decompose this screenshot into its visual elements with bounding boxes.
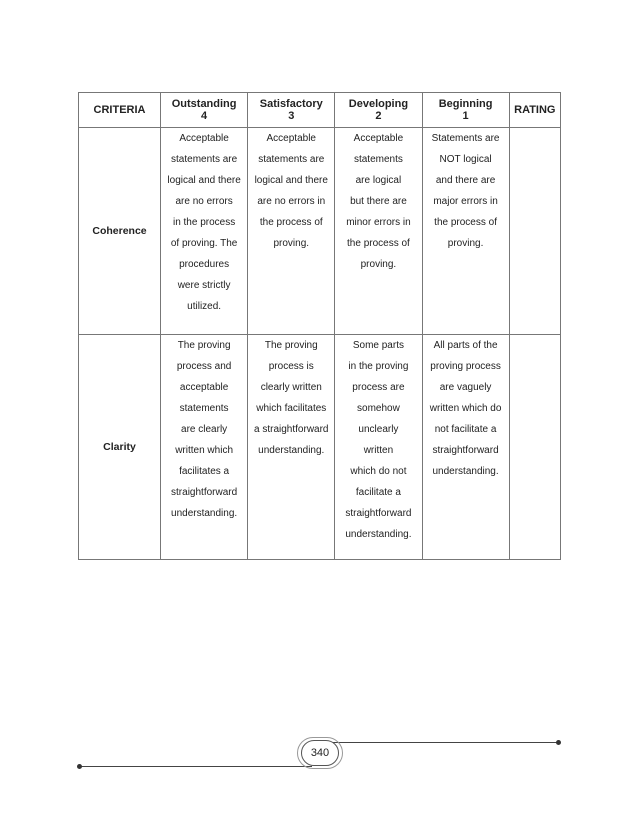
- level-header-beginning: [422, 93, 509, 128]
- descriptor-line: process and: [176, 361, 232, 372]
- descriptor-line: facilitates a: [179, 466, 230, 477]
- descriptor-line: are logical: [355, 175, 402, 186]
- descriptor-line: Acceptable: [353, 133, 404, 144]
- header-row: [79, 93, 561, 128]
- descriptor-line: statements are: [258, 154, 325, 165]
- level-score: 3: [288, 110, 295, 122]
- descriptor-line: somehow: [357, 403, 400, 414]
- page-number: 340: [301, 740, 339, 766]
- descriptor-line: statements: [179, 403, 229, 414]
- descriptor-line: minor errors in: [346, 217, 411, 228]
- descriptor-line: acceptable: [179, 382, 229, 393]
- rating-cell[interactable]: [509, 335, 560, 560]
- footer-rule-upper: [330, 742, 558, 743]
- descriptor-cell: [248, 128, 335, 335]
- descriptor-line: which do not: [350, 466, 407, 477]
- descriptor-line: a straightforward: [254, 424, 329, 435]
- descriptor-cell: [335, 128, 422, 335]
- level-score: 2: [375, 110, 382, 122]
- descriptor-cell: [335, 335, 422, 560]
- criteria-header: CRITERIA: [79, 93, 161, 128]
- descriptor-line: straightforward: [345, 508, 412, 519]
- descriptor-line: the process of: [259, 217, 323, 228]
- descriptor-line: NOT logical: [439, 154, 492, 165]
- descriptor-line: the process of: [434, 217, 497, 228]
- descriptor-line: unclearly: [358, 424, 399, 435]
- descriptor-cell: [161, 128, 248, 335]
- descriptor-line: major errors in: [433, 196, 498, 207]
- descriptor-line: are clearly: [181, 424, 228, 435]
- level-name: Beginning: [438, 98, 493, 110]
- descriptor-line: straightforward: [432, 445, 499, 456]
- descriptor-line: statements: [353, 154, 403, 165]
- descriptor-line: The proving: [177, 340, 231, 351]
- descriptor-line: proving.: [447, 238, 484, 249]
- rating-header: RATING: [509, 93, 560, 128]
- descriptor-line: Acceptable: [179, 133, 229, 144]
- descriptor-line: in the process: [172, 217, 236, 228]
- footer-rule-lower: [80, 766, 312, 767]
- descriptor-line: understanding.: [171, 508, 238, 519]
- descriptor-line: in the proving: [348, 361, 409, 372]
- footer-dot-right: [556, 740, 561, 745]
- descriptor-line: are no errors: [175, 196, 233, 207]
- level-score: 1: [462, 110, 469, 122]
- descriptor-line: written which do: [429, 403, 502, 414]
- descriptor-line: process are: [352, 382, 405, 393]
- level-header-satisfactory: [248, 93, 335, 128]
- descriptor-line: Some parts: [352, 340, 404, 351]
- descriptor-line: understanding.: [258, 445, 325, 456]
- rating-cell[interactable]: [509, 128, 560, 335]
- descriptor-line: and there are: [435, 175, 496, 186]
- descriptor-line: not facilitate a: [434, 424, 497, 435]
- descriptor-cell: [248, 335, 335, 560]
- criterion-row-clarity: [79, 335, 561, 560]
- descriptor-line: of proving. The: [170, 238, 238, 249]
- descriptor-line: which facilitates: [256, 403, 327, 414]
- descriptor-line: procedures: [179, 259, 230, 270]
- descriptor-line: are vaguely: [439, 382, 492, 393]
- descriptor-line: process is: [268, 361, 314, 372]
- descriptor-line: statements are: [171, 154, 238, 165]
- descriptor-line: Statements are: [431, 133, 500, 144]
- descriptor-line: clearly written: [260, 382, 322, 393]
- descriptor-line: Acceptable: [266, 133, 316, 144]
- level-name: Satisfactory: [259, 98, 323, 110]
- criterion-row-coherence: [79, 128, 561, 335]
- descriptor-line: logical and there: [254, 175, 328, 186]
- descriptor-line: All parts of the: [433, 340, 498, 351]
- level-score: 4: [201, 110, 208, 122]
- level-name: Outstanding: [171, 98, 237, 110]
- descriptor-line: proving.: [360, 259, 397, 270]
- level-header-developing: [335, 93, 422, 128]
- descriptor-line: written which: [175, 445, 234, 456]
- descriptor-line: but there are: [350, 196, 407, 207]
- descriptor-line: proving process: [430, 361, 501, 372]
- descriptor-cell: [161, 335, 248, 560]
- rubric-table: [78, 92, 561, 560]
- descriptor-line: straightforward: [171, 487, 238, 498]
- descriptor-line: understanding.: [432, 466, 499, 477]
- descriptor-line: understanding.: [345, 529, 412, 540]
- descriptor-line: utilized.: [187, 301, 222, 312]
- descriptor-line: the process of: [347, 238, 410, 249]
- criterion-name: Coherence: [79, 128, 161, 335]
- descriptor-cell: [422, 128, 509, 335]
- descriptor-line: The proving: [264, 340, 318, 351]
- descriptor-line: written: [363, 445, 394, 456]
- descriptor-line: proving.: [273, 238, 310, 249]
- level-header-outstanding: [161, 93, 248, 128]
- descriptor-line: are no errors in: [257, 196, 326, 207]
- descriptor-line: logical and there: [167, 175, 241, 186]
- criterion-name: Clarity: [79, 335, 161, 560]
- descriptor-cell: [422, 335, 509, 560]
- descriptor-line: were strictly: [177, 280, 231, 291]
- descriptor-line: facilitate a: [355, 487, 401, 498]
- level-name: Developing: [348, 98, 409, 110]
- footer-dot-left: [77, 764, 82, 769]
